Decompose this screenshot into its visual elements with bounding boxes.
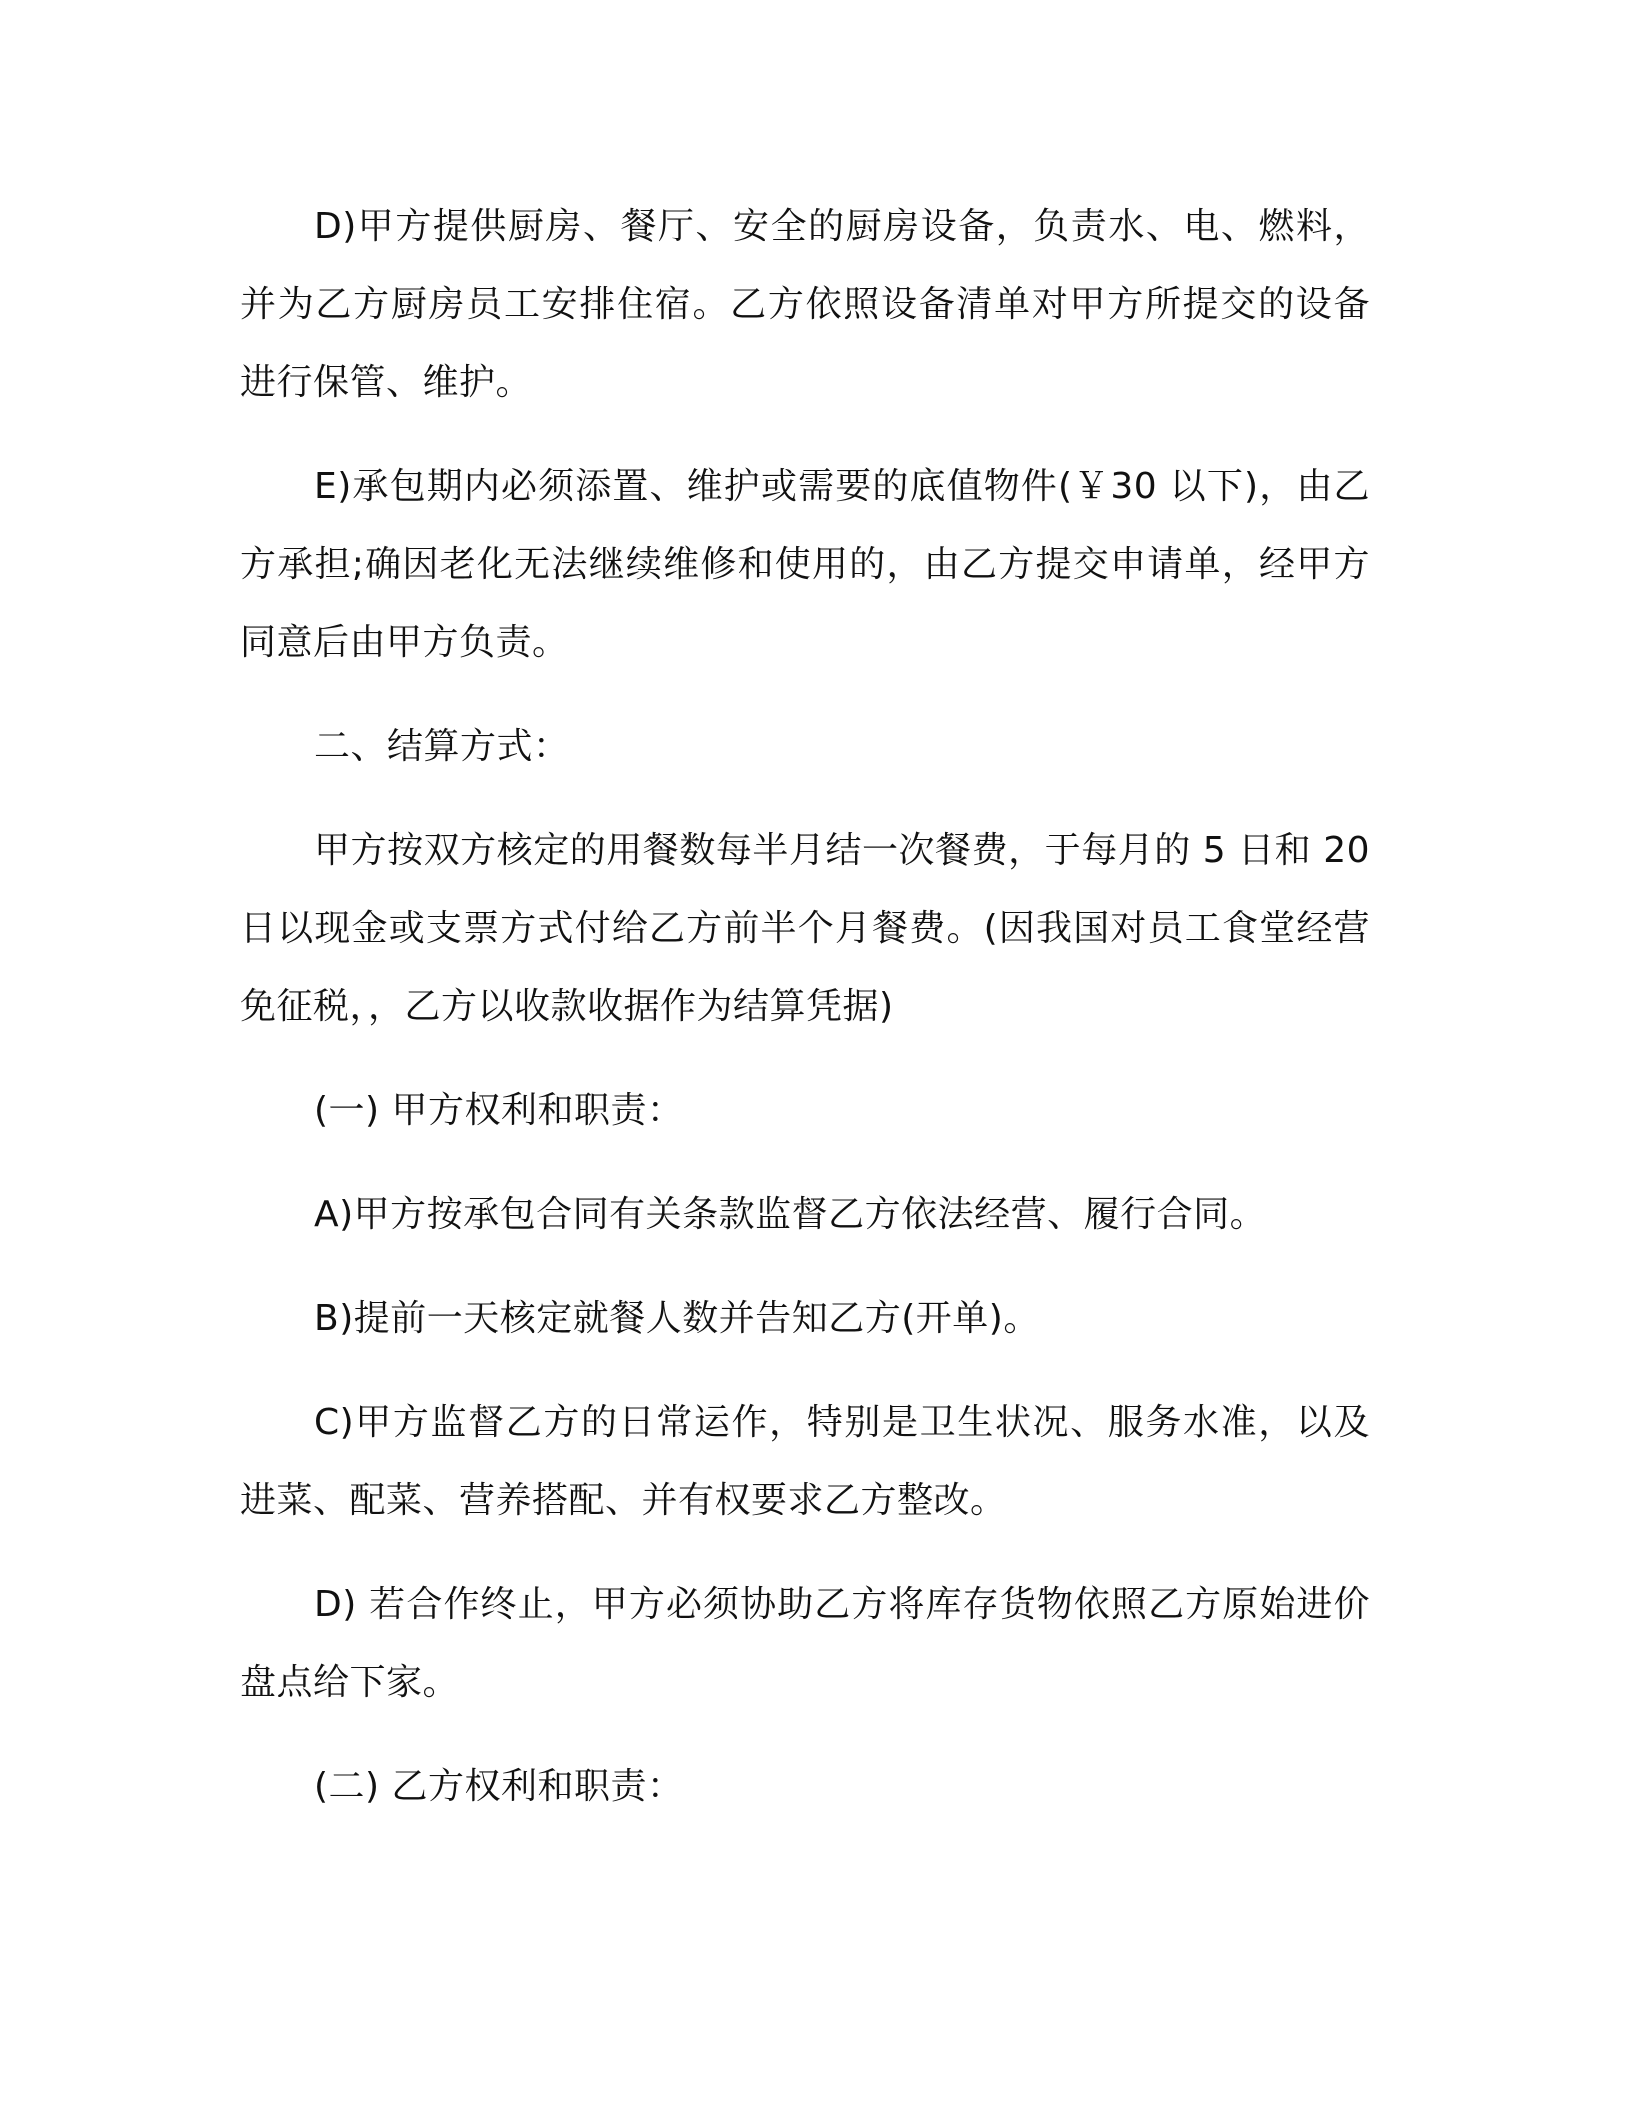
paragraph-party-a-item-a: A)甲方按承包合同有关条款监督乙方依法经营、履行合同。	[314, 1194, 1267, 1235]
document-body	[240, 188, 1370, 1852]
paragraph-party-a-item-b: B)提前一天核定就餐人数并告知乙方(开单)。	[314, 1298, 1040, 1339]
subheading-party-b-rights: (二) 乙方权利和职责：	[314, 1766, 684, 1807]
section-heading-settlement: 二、结算方式：	[314, 726, 570, 767]
paragraph-low-value-items: E)承包期内必须添置、维护或需要的底值物件(￥30 以下)，由乙方承担;确因老化无法继续维修和使用的，由乙方提交申请单，经甲方同意后由甲方负责。	[240, 466, 1370, 663]
subheading-party-a-rights: (一) 甲方权利和职责：	[314, 1090, 684, 1131]
paragraph-party-a-item-c: C)甲方监督乙方的日常运作，特别是卫生状况、服务水准，以及进菜、配菜、营养搭配、并有权要求乙方整改。	[240, 1402, 1370, 1521]
paragraph-settlement-terms: 甲方按双方核定的用餐数每半月结一次餐费，于每月的 5 日和 20 日以现金或支票方式付给乙方前半个月餐费。(因我国对员工食堂经营免征税，，乙方以收款收据作为结算凭据)	[240, 830, 1370, 1027]
paragraph-party-a-item-d: D) 若合作终止，甲方必须协助乙方将库存货物依照乙方原始进价盘点给下家。	[240, 1584, 1370, 1703]
paragraph-kitchen-provision: D)甲方提供厨房、餐厅、安全的厨房设备，负责水、电、燃料，并为乙方厨房员工安排住宿。乙方依照设备清单对甲方所提交的设备进行保管、维护。	[240, 206, 1370, 403]
